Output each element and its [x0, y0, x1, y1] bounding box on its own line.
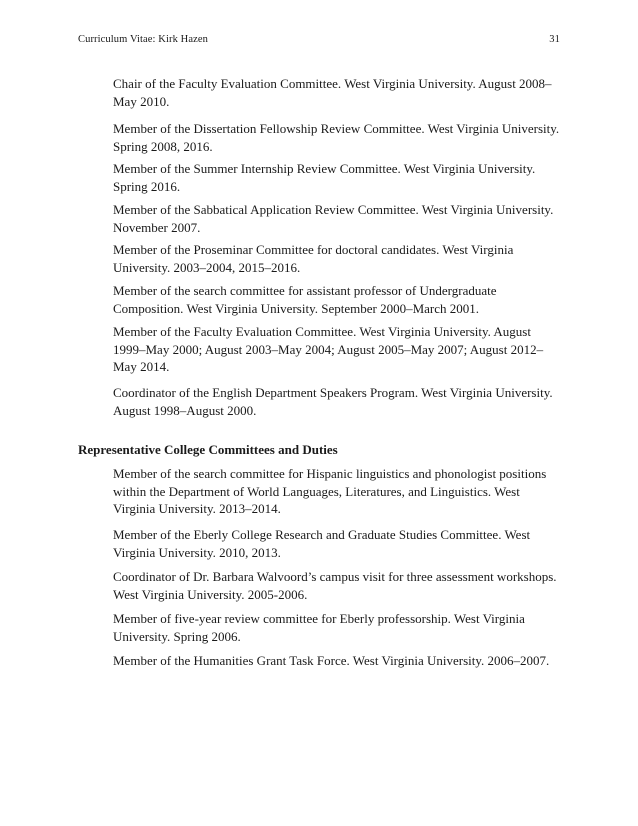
section-heading-college: Representative College Committees and Duties: [78, 442, 338, 457]
header-title: Curriculum Vitae: Kirk Hazen: [78, 34, 208, 45]
entry-search-composition: Member of the search committee for assistant professor of Undergraduate Composition. West Virginia University. September 2000–March 2001.: [113, 283, 497, 316]
entry-proseminar: Member of the Proseminar Committee for doctoral candidates. West Virginia University. 2003–2004, 2015–2016.: [113, 242, 514, 275]
entry-eberly-professorship: Member of five-year review committee for Eberly professorship. West Virginia University. Spring 2006.: [113, 611, 525, 644]
page-number: 31: [549, 34, 560, 45]
entry-dissertation-fellowship: Member of the Dissertation Fellowship Review Committee. West Virginia University. Spring 2008, 2016.: [113, 121, 560, 154]
entry-faculty-evaluation-member: Member of the Faculty Evaluation Committee. West Virginia University. August 1999–May 2000; August 2003–May 2004; August 2005–May 2007; August 2012–May 2014.: [113, 324, 544, 374]
running-header: [78, 34, 560, 45]
entry-speakers-program: Coordinator of the English Department Speakers Program. West Virginia University. August 1998–August 2000.: [113, 385, 553, 418]
entry-summer-internship: Member of the Summer Internship Review Committee. West Virginia University. Spring 2016.: [113, 161, 536, 194]
entry-hispanic-search: Member of the search committee for Hispanic linguistics and phonologist positions within the Department of World Languages, Literatures, and Linguistics. West Virginia University. 2013–2014.: [113, 466, 547, 516]
entry-research-graduate: Member of the Eberly College Research and Graduate Studies Committee. West Virginia University. 2010, 2013.: [113, 527, 531, 560]
entry-sabbatical-review: Member of the Sabbatical Application Review Committee. West Virginia University. November 2007.: [113, 202, 554, 235]
entry-walvoord-visit: Coordinator of Dr. Barbara Walvoord’s campus visit for three assessment workshops. West Virginia University. 2005-2006.: [113, 569, 557, 602]
entry-faculty-evaluation-chair: Chair of the Faculty Evaluation Committee. West Virginia University. August 2008–May 2010.: [113, 76, 552, 109]
entry-humanities-grant: Member of the Humanities Grant Task Force. West Virginia University. 2006–2007.: [113, 653, 550, 668]
